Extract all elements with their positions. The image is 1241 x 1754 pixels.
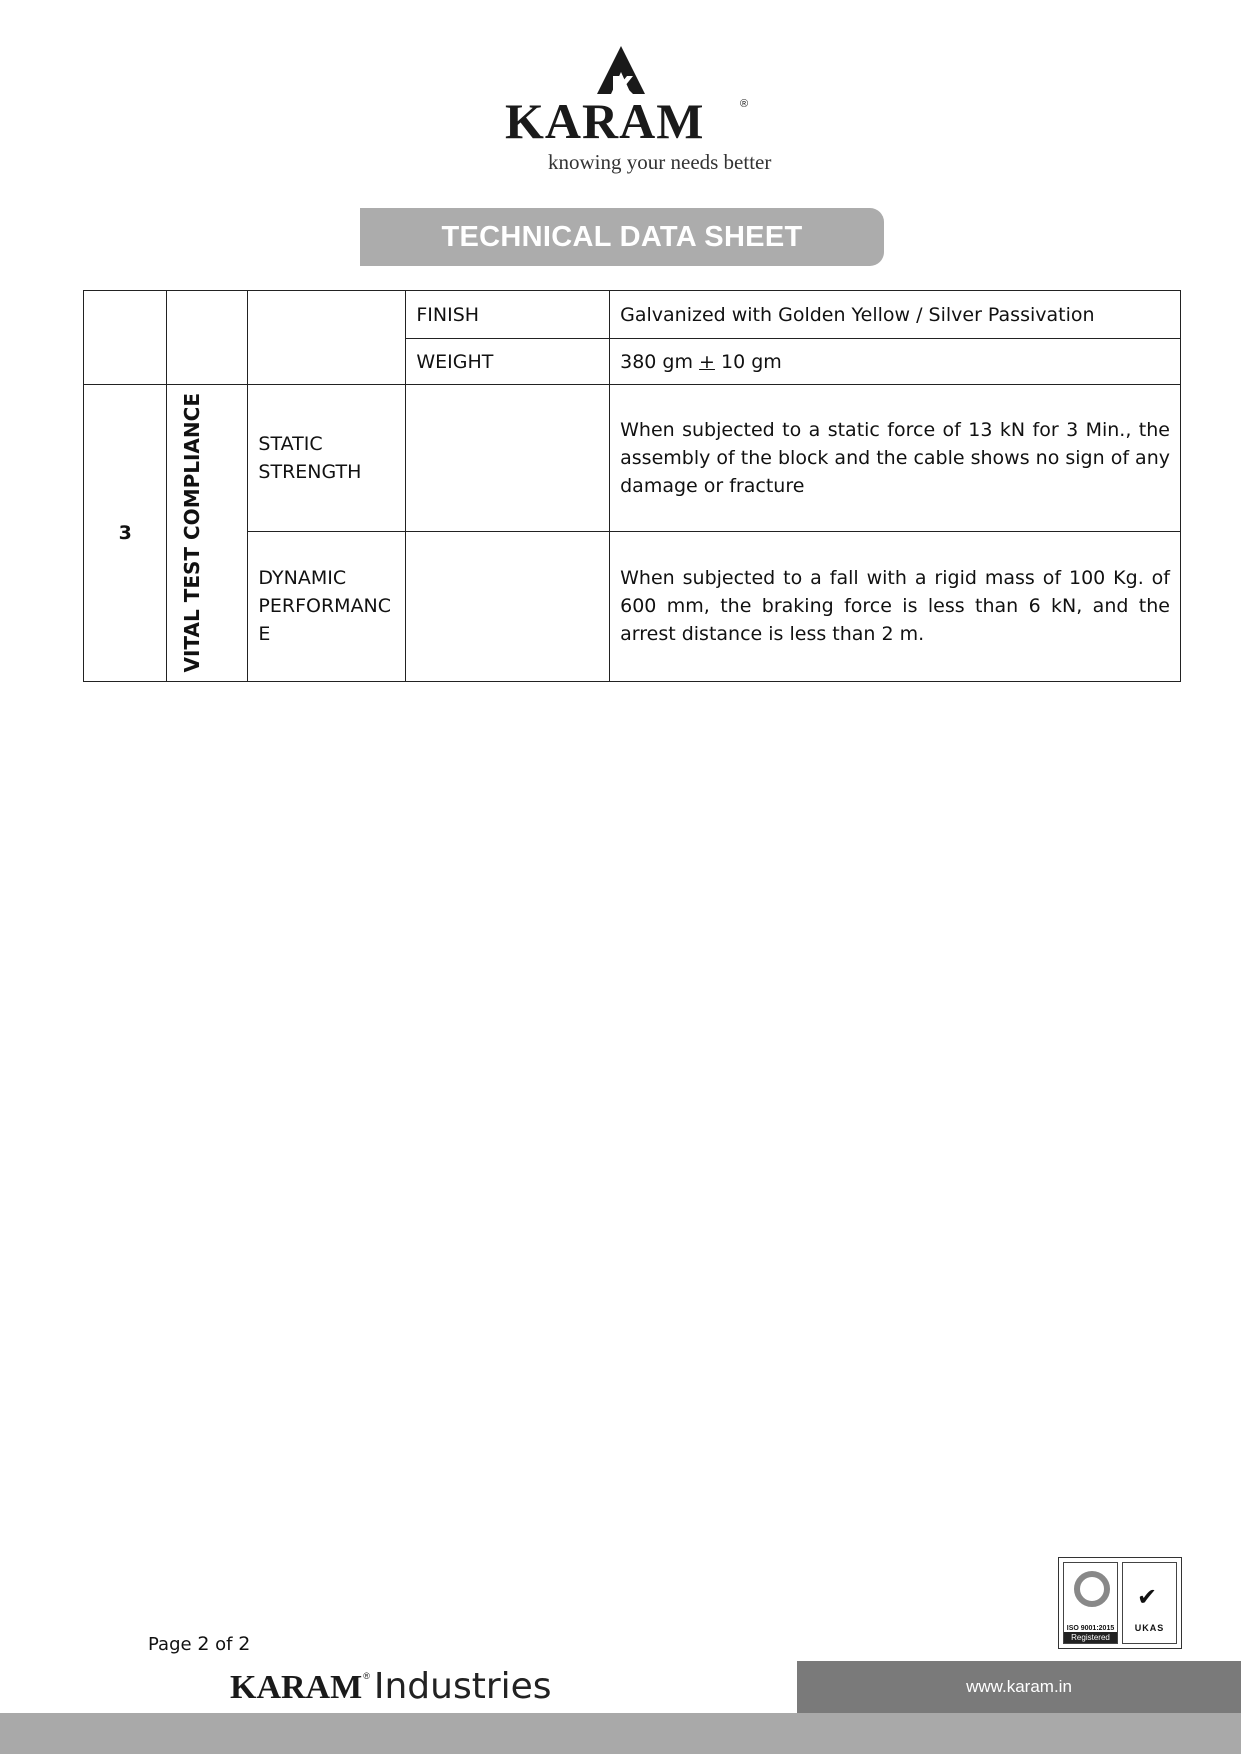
weight-value-prefix: 380 gm [620,350,700,373]
page-of: of [215,1634,233,1655]
empty-cell [167,291,248,385]
section-title-cell [167,385,248,682]
test-name-cell: DYNAMIC PERFORMANC E [248,531,406,681]
table-row [84,531,1181,681]
value-cell [610,339,1181,385]
brand-tagline: knowing your needs better [548,150,772,174]
test-name-cell: STATIC STRENGTH [248,385,406,532]
section-title: VITAL TEST COMPLIANCE [180,393,205,673]
registered-label: Registered [1064,1632,1117,1643]
page-label: Page [148,1634,192,1655]
website-link[interactable]: www.karam.in [797,1661,1241,1713]
ukas-certificate [1122,1562,1177,1644]
karam-logo-icon [593,46,649,94]
empty-cell [248,291,406,385]
page-number [148,1633,250,1655]
test-result-cell: When subjected to a static force of 13 kN for 3 Min., the assembly of the block and the cable shows no sign of any damage or fracture [610,385,1181,532]
value-cell: Galvanized with Golden Yellow / Silver Passivation [610,291,1181,339]
footer-brand [230,1666,552,1707]
iso-standard: ISO 9001:2015 [1066,1625,1115,1632]
test-result-cell: When subjected to a fall with a rigid mass of 100 Kg. of 600 mm, the braking force is less than 6 kN, and the arrest distance is less than 2 m. [610,531,1181,681]
weight-value-suffix: 10 gm [714,350,782,373]
document-title-tab [360,208,884,266]
plus-minus-symbol: + [699,350,715,373]
registered-mark: ® [740,98,749,110]
empty-cell [406,385,610,532]
certification-badge [1058,1557,1182,1649]
table-row [84,291,1181,339]
table-row [84,385,1181,532]
footer-bar [0,1713,1241,1754]
ukas-label: UKAS [1134,1623,1165,1633]
parameter-cell: FINISH [406,291,610,339]
crown-check-icon: ✔ [1137,1584,1158,1611]
sgs-seal-icon [1074,1571,1110,1607]
brand-wordmark: KARAM [505,93,705,149]
sgs-certificate [1063,1562,1118,1644]
parameter-cell: WEIGHT [406,339,610,385]
section-number: 3 [84,385,167,682]
footer-brand-name: KARAM [230,1669,363,1706]
footer-brand-suffix: Industries [373,1666,552,1707]
empty-cell [84,291,167,385]
footer-registered-mark: ® [363,1671,370,1681]
empty-cell [406,531,610,681]
page-current: 2 [197,1633,210,1655]
document-title: TECHNICAL DATA SHEET [441,220,803,253]
spec-table [83,290,1181,682]
page-total: 2 [238,1633,251,1655]
